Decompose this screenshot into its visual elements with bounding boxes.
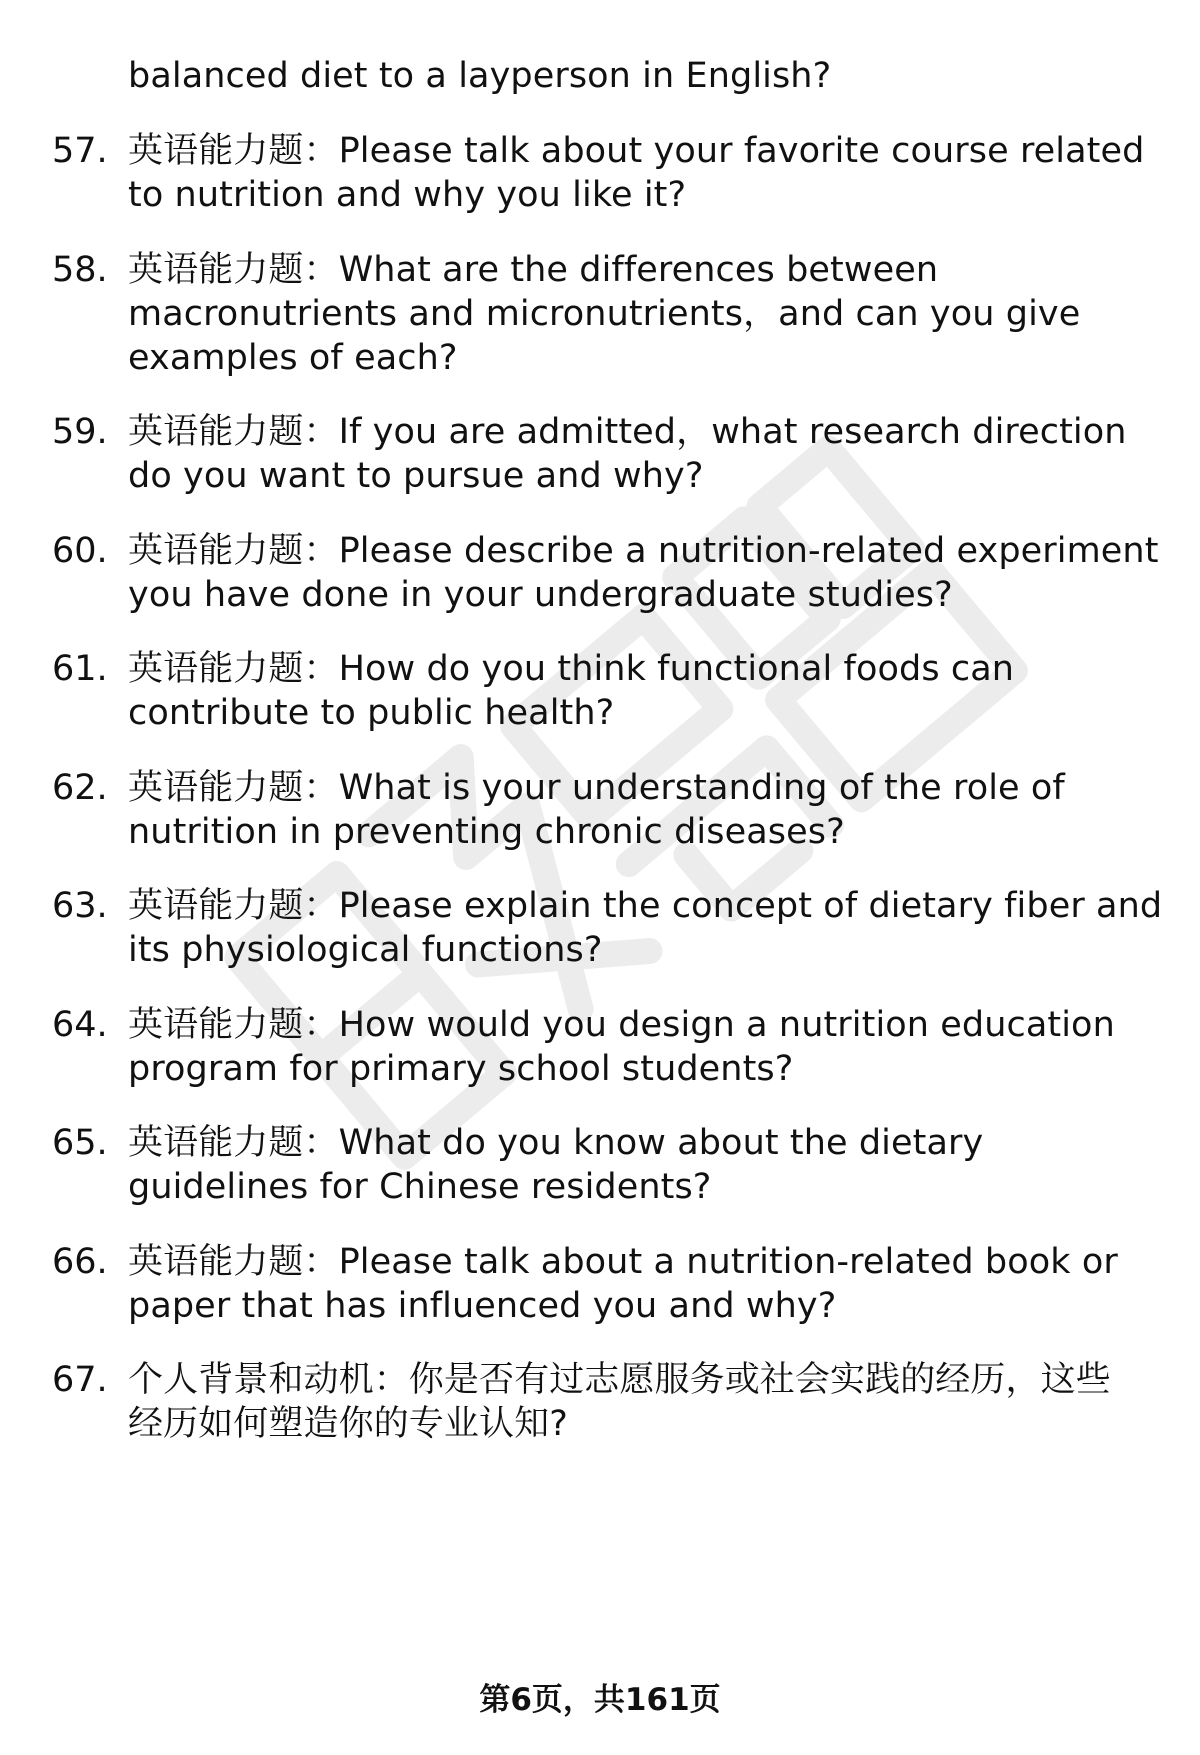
- question-text-line: 英语能力题：What is your understanding of the role of: [128, 768, 1065, 808]
- question-text-line: paper that has influenced you and why?: [128, 1286, 837, 1326]
- question-text-line: 英语能力题：Please explain the concept of dietary fiber and: [128, 886, 1163, 926]
- question-text-line: do you want to pursue and why?: [128, 456, 704, 496]
- question-number: 57.: [52, 131, 108, 171]
- question-text-line: 经历如何塑造你的专业认知?: [128, 1404, 568, 1444]
- question-text-line: program for primary school students?: [128, 1049, 794, 1089]
- question-text-line: 英语能力题：If you are admitted，what research direction: [128, 412, 1127, 452]
- question-text-line: you have done in your undergraduate studies?: [128, 575, 953, 615]
- question-number: 61.: [52, 649, 108, 689]
- question-text-line: macronutrients and micronutrients，and can you give: [128, 294, 1081, 334]
- question-text-line: contribute to public health?: [128, 693, 615, 733]
- question-text-line: 英语能力题：Please talk about your favorite course related: [128, 131, 1145, 171]
- page-footer: 第6页，共161页: [479, 1682, 721, 1718]
- question-text-line: examples of each?: [128, 338, 458, 378]
- continuation-line: balanced diet to a layperson in English?: [128, 56, 832, 96]
- question-number: 62.: [52, 768, 108, 808]
- question-text-line: 英语能力题：Please describe a nutrition-related experiment: [128, 531, 1159, 571]
- question-text-line: 英语能力题：How do you think functional foods can: [128, 649, 1015, 689]
- question-text-line: its physiological functions?: [128, 930, 603, 970]
- question-text-line: 英语能力题：Please talk about a nutrition-related book or: [128, 1242, 1118, 1282]
- question-text-line: guidelines for Chinese residents?: [128, 1167, 712, 1207]
- question-number: 66.: [52, 1242, 108, 1282]
- question-number: 64.: [52, 1005, 108, 1045]
- question-number: 65.: [52, 1123, 108, 1163]
- question-text-line: 英语能力题：What do you know about the dietary: [128, 1123, 984, 1163]
- question-text-line: 个人背景和动机：你是否有过志愿服务或社会实践的经历，这些: [128, 1360, 1111, 1400]
- question-number: 63.: [52, 886, 108, 926]
- question-text-line: 英语能力题：What are the differences between: [128, 250, 939, 290]
- question-text-line: nutrition in preventing chronic diseases?: [128, 812, 845, 852]
- question-text-line: 英语能力题：How would you design a nutrition education: [128, 1005, 1115, 1045]
- question-number: 67.: [52, 1360, 108, 1400]
- question-number: 60.: [52, 531, 108, 571]
- question-text-line: to nutrition and why you like it?: [128, 175, 687, 215]
- question-number: 59.: [52, 412, 108, 452]
- question-number: 58.: [52, 250, 108, 290]
